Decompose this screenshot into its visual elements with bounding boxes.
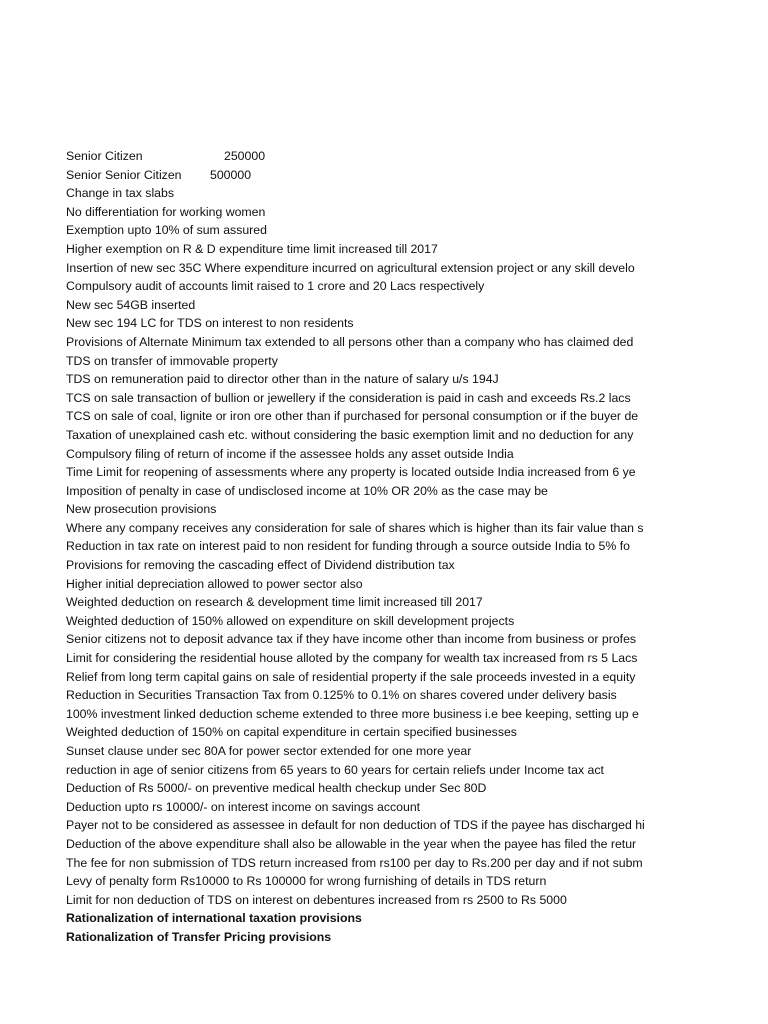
table-row <box>66 556 658 575</box>
row-text-cell: New prosecution provisions <box>66 502 217 517</box>
table-row <box>66 798 658 817</box>
row-text-cell: Limit for non deduction of TDS on interest on debentures increased from rs 2500 to Rs 5000 <box>66 892 567 907</box>
table-row <box>66 575 658 594</box>
row-text-cell: Relief from long term capital gains on sale of residential property if the sale proceeds invested in a equity <box>66 669 636 684</box>
row-text-cell: The fee for non submission of TDS return increased from rs100 per day to Rs.200 per day and if not subm <box>66 855 643 870</box>
table-row <box>66 184 658 203</box>
row-text-cell: Reduction in Securities Transaction Tax from 0.125% to 0.1% on shares covered under delivery basis <box>66 688 617 703</box>
row-text-cell: New sec 54GB inserted <box>66 297 196 312</box>
table-row <box>66 909 658 928</box>
row-text-cell: TDS on transfer of immovable property <box>66 353 278 368</box>
table-row <box>66 221 658 240</box>
row-text-cell: Time Limit for reopening of assessments where any property is located outside India increased from 6 ye <box>66 465 636 480</box>
row-text-cell: TDS on remuneration paid to director other than in the nature of salary u/s 194J <box>66 372 499 387</box>
spreadsheet-sheet <box>66 147 658 947</box>
row-text-cell: 100% investment linked deduction scheme extended to three more business i.e bee keeping, setting up e <box>66 706 639 721</box>
row-text-cell: Deduction of the above expenditure shall also be allowable in the year when the payee has filed the retur <box>66 836 637 851</box>
row-text-cell: Exemption upto 10% of sum assured <box>66 223 267 238</box>
table-row <box>66 296 658 315</box>
table-row <box>66 816 658 835</box>
table-row <box>66 463 658 482</box>
table-row <box>66 314 658 333</box>
table-row <box>66 630 658 649</box>
table-row <box>66 166 658 185</box>
table-row <box>66 537 658 556</box>
table-row <box>66 649 658 668</box>
table-row <box>66 612 658 631</box>
table-row <box>66 593 658 612</box>
table-row <box>66 259 658 278</box>
table-row <box>66 705 658 724</box>
row-text-cell: New sec 194 LC for TDS on interest to non residents <box>66 316 354 331</box>
row-text-cell: Higher initial depreciation allowed to power sector also <box>66 576 363 591</box>
table-row <box>66 686 658 705</box>
table-row <box>66 519 658 538</box>
table-row <box>66 407 658 426</box>
row-text-cell: Higher exemption on R & D expenditure time limit increased till 2017 <box>66 241 438 256</box>
row-text-cell: Rationalization of international taxation provisions <box>66 911 362 926</box>
row-text-cell: Provisions for removing the cascading effect of Dividend distribution tax <box>66 558 455 573</box>
row-text-cell: Limit for considering the residential house alloted by the company for wealth tax increased from rs 5 Lacs <box>66 651 638 666</box>
row-value-cell: 500000 <box>210 167 252 182</box>
row-text-cell: Sunset clause under sec 80A for power sector extended for one more year <box>66 744 472 758</box>
table-row <box>66 668 658 687</box>
row-text-cell: Senior Senior Citizen <box>66 167 182 182</box>
table-row <box>66 500 658 519</box>
table-row <box>66 854 658 873</box>
row-text-cell: Weighted deduction of 150% on capital expenditure in certain specified businesses <box>66 725 517 740</box>
table-row <box>66 445 658 464</box>
table-row <box>66 147 658 166</box>
table-row <box>66 426 658 445</box>
row-text-cell: Weighted deduction on research & development time limit increased till 2017 <box>66 595 483 610</box>
row-text-cell: Weighted deduction of 150% allowed on expenditure on skill development projects <box>66 613 515 628</box>
row-text-cell: Deduction of Rs 5000/- on preventive medical health checkup under Sec 80D <box>66 781 487 796</box>
table-row <box>66 891 658 910</box>
table-row <box>66 928 658 947</box>
table-row <box>66 835 658 854</box>
row-text-cell: No differentiation for working women <box>66 204 266 219</box>
row-text-cell: Payer not to be considered as assessee in default for non deduction of TDS if the payee has discharged hi <box>66 818 645 833</box>
table-row <box>66 779 658 798</box>
table-row <box>66 240 658 259</box>
table-row <box>66 482 658 501</box>
row-list <box>66 147 658 947</box>
row-text-cell: reduction in age of senior citizens from 65 years to 60 years for certain reliefs under Income tax act <box>66 762 604 777</box>
table-row <box>66 761 658 780</box>
table-row <box>66 723 658 742</box>
row-text-cell: TCS on sale of coal, lignite or iron ore other than if purchased for personal consumption or if the buyer de <box>66 409 639 424</box>
table-row <box>66 370 658 389</box>
table-row <box>66 333 658 352</box>
table-row <box>66 872 658 891</box>
table-row <box>66 742 658 761</box>
row-text-cell: Senior Citizen <box>66 149 143 163</box>
row-text-cell: Change in tax slabs <box>66 186 175 201</box>
row-text-cell: Where any company receives any consideration for sale of shares which is higher than its fair value than s <box>66 520 644 535</box>
row-text-cell: Levy of penalty form Rs10000 to Rs 100000 for wrong furnishing of details in TDS return <box>66 874 547 889</box>
row-text-cell: Deduction upto rs 10000/- on interest income on savings account <box>66 799 421 814</box>
row-text-cell: Provisions of Alternate Minimum tax extended to all persons other than a company who has claimed ded <box>66 334 634 349</box>
row-text-cell: Compulsory filing of return of income if the assessee holds any asset outside India <box>66 446 514 461</box>
row-value-cell: 250000 <box>224 149 266 163</box>
row-text-cell: Rationalization of Transfer Pricing provisions <box>66 929 332 944</box>
row-text-cell: Senior citizens not to deposit advance tax if they have income other than income from business or profes <box>66 632 637 647</box>
table-row <box>66 203 658 222</box>
row-text-cell: Insertion of new sec 35C Where expenditure incurred on agricultural extension project or any skill develo <box>66 260 635 275</box>
table-row <box>66 389 658 408</box>
table-row <box>66 352 658 371</box>
row-text-cell: Compulsory audit of accounts limit raised to 1 crore and 20 Lacs respectively <box>66 279 485 294</box>
row-text-cell: Reduction in tax rate on interest paid to non resident for funding through a source outside India to 5% fo <box>66 539 630 554</box>
table-row <box>66 277 658 296</box>
row-text-cell: Imposition of penalty in case of undisclosed income at 10% OR 20% as the case may be <box>66 483 548 498</box>
row-text-cell: TCS on sale transaction of bullion or jewellery if the consideration is paid in cash and exceeds Rs.2 lacs <box>66 390 631 405</box>
row-text-cell: Taxation of unexplained cash etc. without considering the basic exemption limit and no deduction for any <box>66 427 634 442</box>
